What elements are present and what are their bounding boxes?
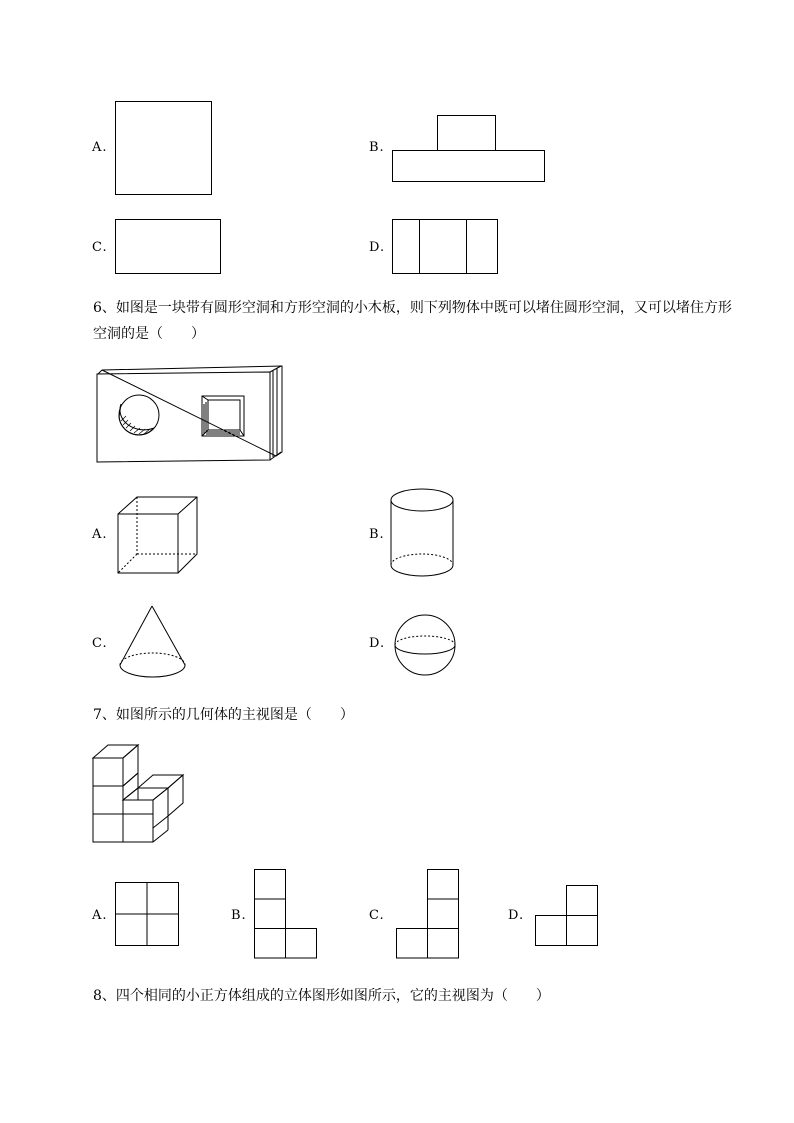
q7-option-c-figure [396, 869, 461, 960]
q6-option-a-cube-figure [117, 496, 199, 576]
q7-option-c-label[interactable]: C. [369, 908, 385, 923]
q5-option-a-figure [115, 101, 213, 196]
q6-question-text: 6、如图是一块带有圆形空洞和方形空洞的小木板，则下列物体中既可以堵住圆形空洞，又可以堵住方形空洞的是（ ） [93, 300, 732, 342]
q6-option-b-cylinder-figure [390, 488, 456, 580]
q6-option-a-label[interactable]: A. [92, 527, 108, 542]
q6-board-figure [94, 364, 284, 464]
q5-option-d-figure [392, 219, 499, 276]
q6-option-d-sphere-figure [394, 613, 458, 679]
q6-option-c-label[interactable]: C. [92, 636, 108, 651]
q5-option-b-label[interactable]: B. [369, 140, 385, 155]
q7-option-b-figure [254, 869, 319, 960]
q5-option-c-label[interactable]: C. [92, 240, 108, 255]
q7-solid-figure [92, 744, 186, 844]
q5-option-a-label[interactable]: A. [92, 140, 108, 155]
q7-option-d-figure [535, 885, 600, 947]
q7-option-b-label[interactable]: B. [231, 908, 247, 923]
q8-question-text: 8、四个相同的小正方体组成的立体图形如图所示，它的主视图为（ ） [93, 988, 550, 1004]
q6-option-b-label[interactable]: B. [369, 527, 385, 542]
q5-option-c-figure [115, 219, 222, 276]
q7-option-d-label[interactable]: D. [508, 908, 525, 923]
q5-option-b-figure [392, 115, 546, 183]
q7-question-text: 7、如图所示的几何体的主视图是（ ） [93, 707, 354, 723]
q7-option-a-figure [115, 882, 180, 947]
q6-option-c-cone-figure [118, 605, 188, 683]
q7-option-a-label[interactable]: A. [92, 908, 108, 923]
q5-option-d-label[interactable]: D. [369, 240, 386, 255]
q6-option-d-label[interactable]: D. [369, 636, 386, 651]
